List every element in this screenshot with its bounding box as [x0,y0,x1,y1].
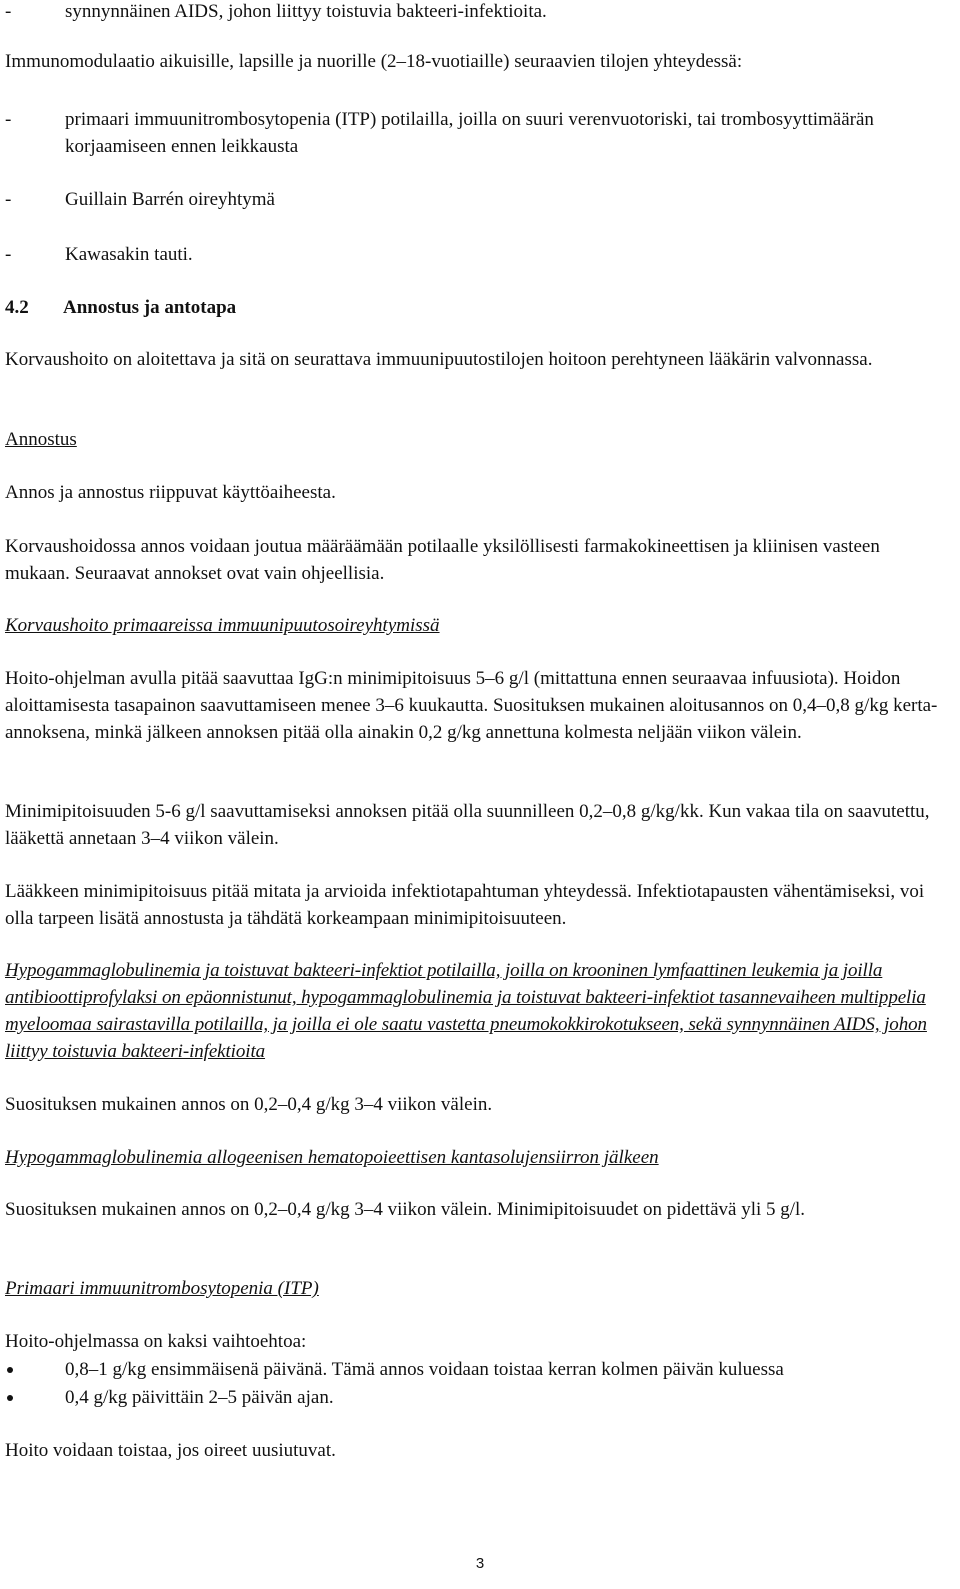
paragraph: Suosituksen mukainen annos on 0,2–0,4 g/kg 3–4 viikon välein. [5,1094,493,1115]
list-item: - primaari immuunitrombosytopenia (ITP) potilailla, joilla on suuri verenvuotoriski, tai trombosyyttimäärän korjaamiseen ennen leikkausta [5,109,874,157]
paragraph: Suosituksen mukainen annos on 0,2–0,4 g/kg 3–4 viikon välein. Minimipitoisuudet on pidettävä yli 5 g/l. [5,1199,806,1220]
section-number: 4.2 [5,297,29,318]
subheading: Annostus [5,429,77,450]
bullet-icon [7,1367,13,1373]
list-item: 0,8–1 g/kg ensimmäisenä päivänä. Tämä annos voidaan toistaa kerran kolmen päivän kuluessa [5,1356,948,1383]
subheading: Korvaushoito primaareissa immuunipuutosoireyhtymissä [5,615,440,636]
page-number: 3 [475,1555,485,1572]
paragraph: Lääkkeen minimipitoisuus pitää mitata ja arvioida infektiotapahtuman yhteydessä. Infektiotapausten vähentämiseksi, voi olla tarpeen lisätä annostusta ja tähdätä korkeampaan minimipitoisuuteen. [5,881,925,929]
section-heading [5,294,948,321]
list-item: - Guillain Barrén oireyhtymä [5,189,275,210]
paragraph: Annos ja annostus riippuvat käyttöaiheesta. [5,482,336,503]
bullet-icon [7,1395,13,1401]
subheading: Primaari immuunitrombosytopenia (ITP) [5,1278,319,1299]
list-item: - Kawasakin tauti. [5,244,193,265]
list-item: 0,4 g/kg päivittäin 2–5 päivän ajan. [5,1384,948,1411]
section-title: Annostus ja antotapa [63,297,237,318]
paragraph: Korvaushoito on aloitettava ja sitä on seurattava immuunipuutostilojen hoitoon perehtyneen lääkärin valvonnassa. [5,349,873,370]
paragraph: Korvaushoidossa annos voidaan joutua määräämään potilaalle yksilöllisesti farmakokineettisen ja kliinisen vasteen mukaan. Seuraavat annokset ovat vain ohjeellisia. [5,536,880,584]
paragraph: Hoito voidaan toistaa, jos oireet uusiutuvat. [5,1440,336,1461]
paragraph: Hoito-ohjelman avulla pitää saavuttaa IgG:n minimipitoisuus 5–6 g/l (mittattuna ennen seuraavaa infuusiota). Hoidon aloittamisesta tasapainon saavuttamiseen menee 3–6 kuukautta. Suosituksen mukainen aloitusannos on 0,4–0,8 g/kg kerta-annoksena, minkä jälkeen annoksen pitää olla ainakin 0,2 g/kg annettuna kolmesta neljään viikon välein. [5,668,938,743]
subheading: Hypogammaglobulinemia allogeenisen hematopoieettisen kantasolujensiirron jälkeen [5,1147,659,1168]
paragraph: Minimipitoisuuden 5-6 g/l saavuttamiseksi annoksen pitää olla suunnilleen 0,2–0,8 g/kg/kk. Kun vakaa tila on saavutettu, lääkettä annetaan 3–4 viikon välein. [5,801,930,849]
list-item: - synnynnäinen AIDS, johon liittyy toistuvia bakteeri-infektioita. [5,1,547,22]
paragraph: Immunomodulaatio aikuisille, lapsille ja nuorille (2–18-vuotiaille) seuraavien tilojen yhteydessä: [5,51,743,72]
subheading: Hypogammaglobulinemia ja toistuvat bakteeri-infektiot potilailla, joilla on krooninen lymfaattinen leukemia ja joilla antibioottiprofylaksi on epäonnistunut, hypogammaglobulinemia ja toistuvat bakteeri-infektiot tasannevaiheen multippelia myeloomaa sairastavilla potilailla, ja joilla ei ole saatu vastetta pneumokokkirokotukseen, sekä synnynnäinen AIDS, johon liittyy toistuvia bakteeri-infektioita [5,960,927,1062]
paragraph: Hoito-ohjelmassa on kaksi vaihtoehtoa: [5,1331,307,1352]
